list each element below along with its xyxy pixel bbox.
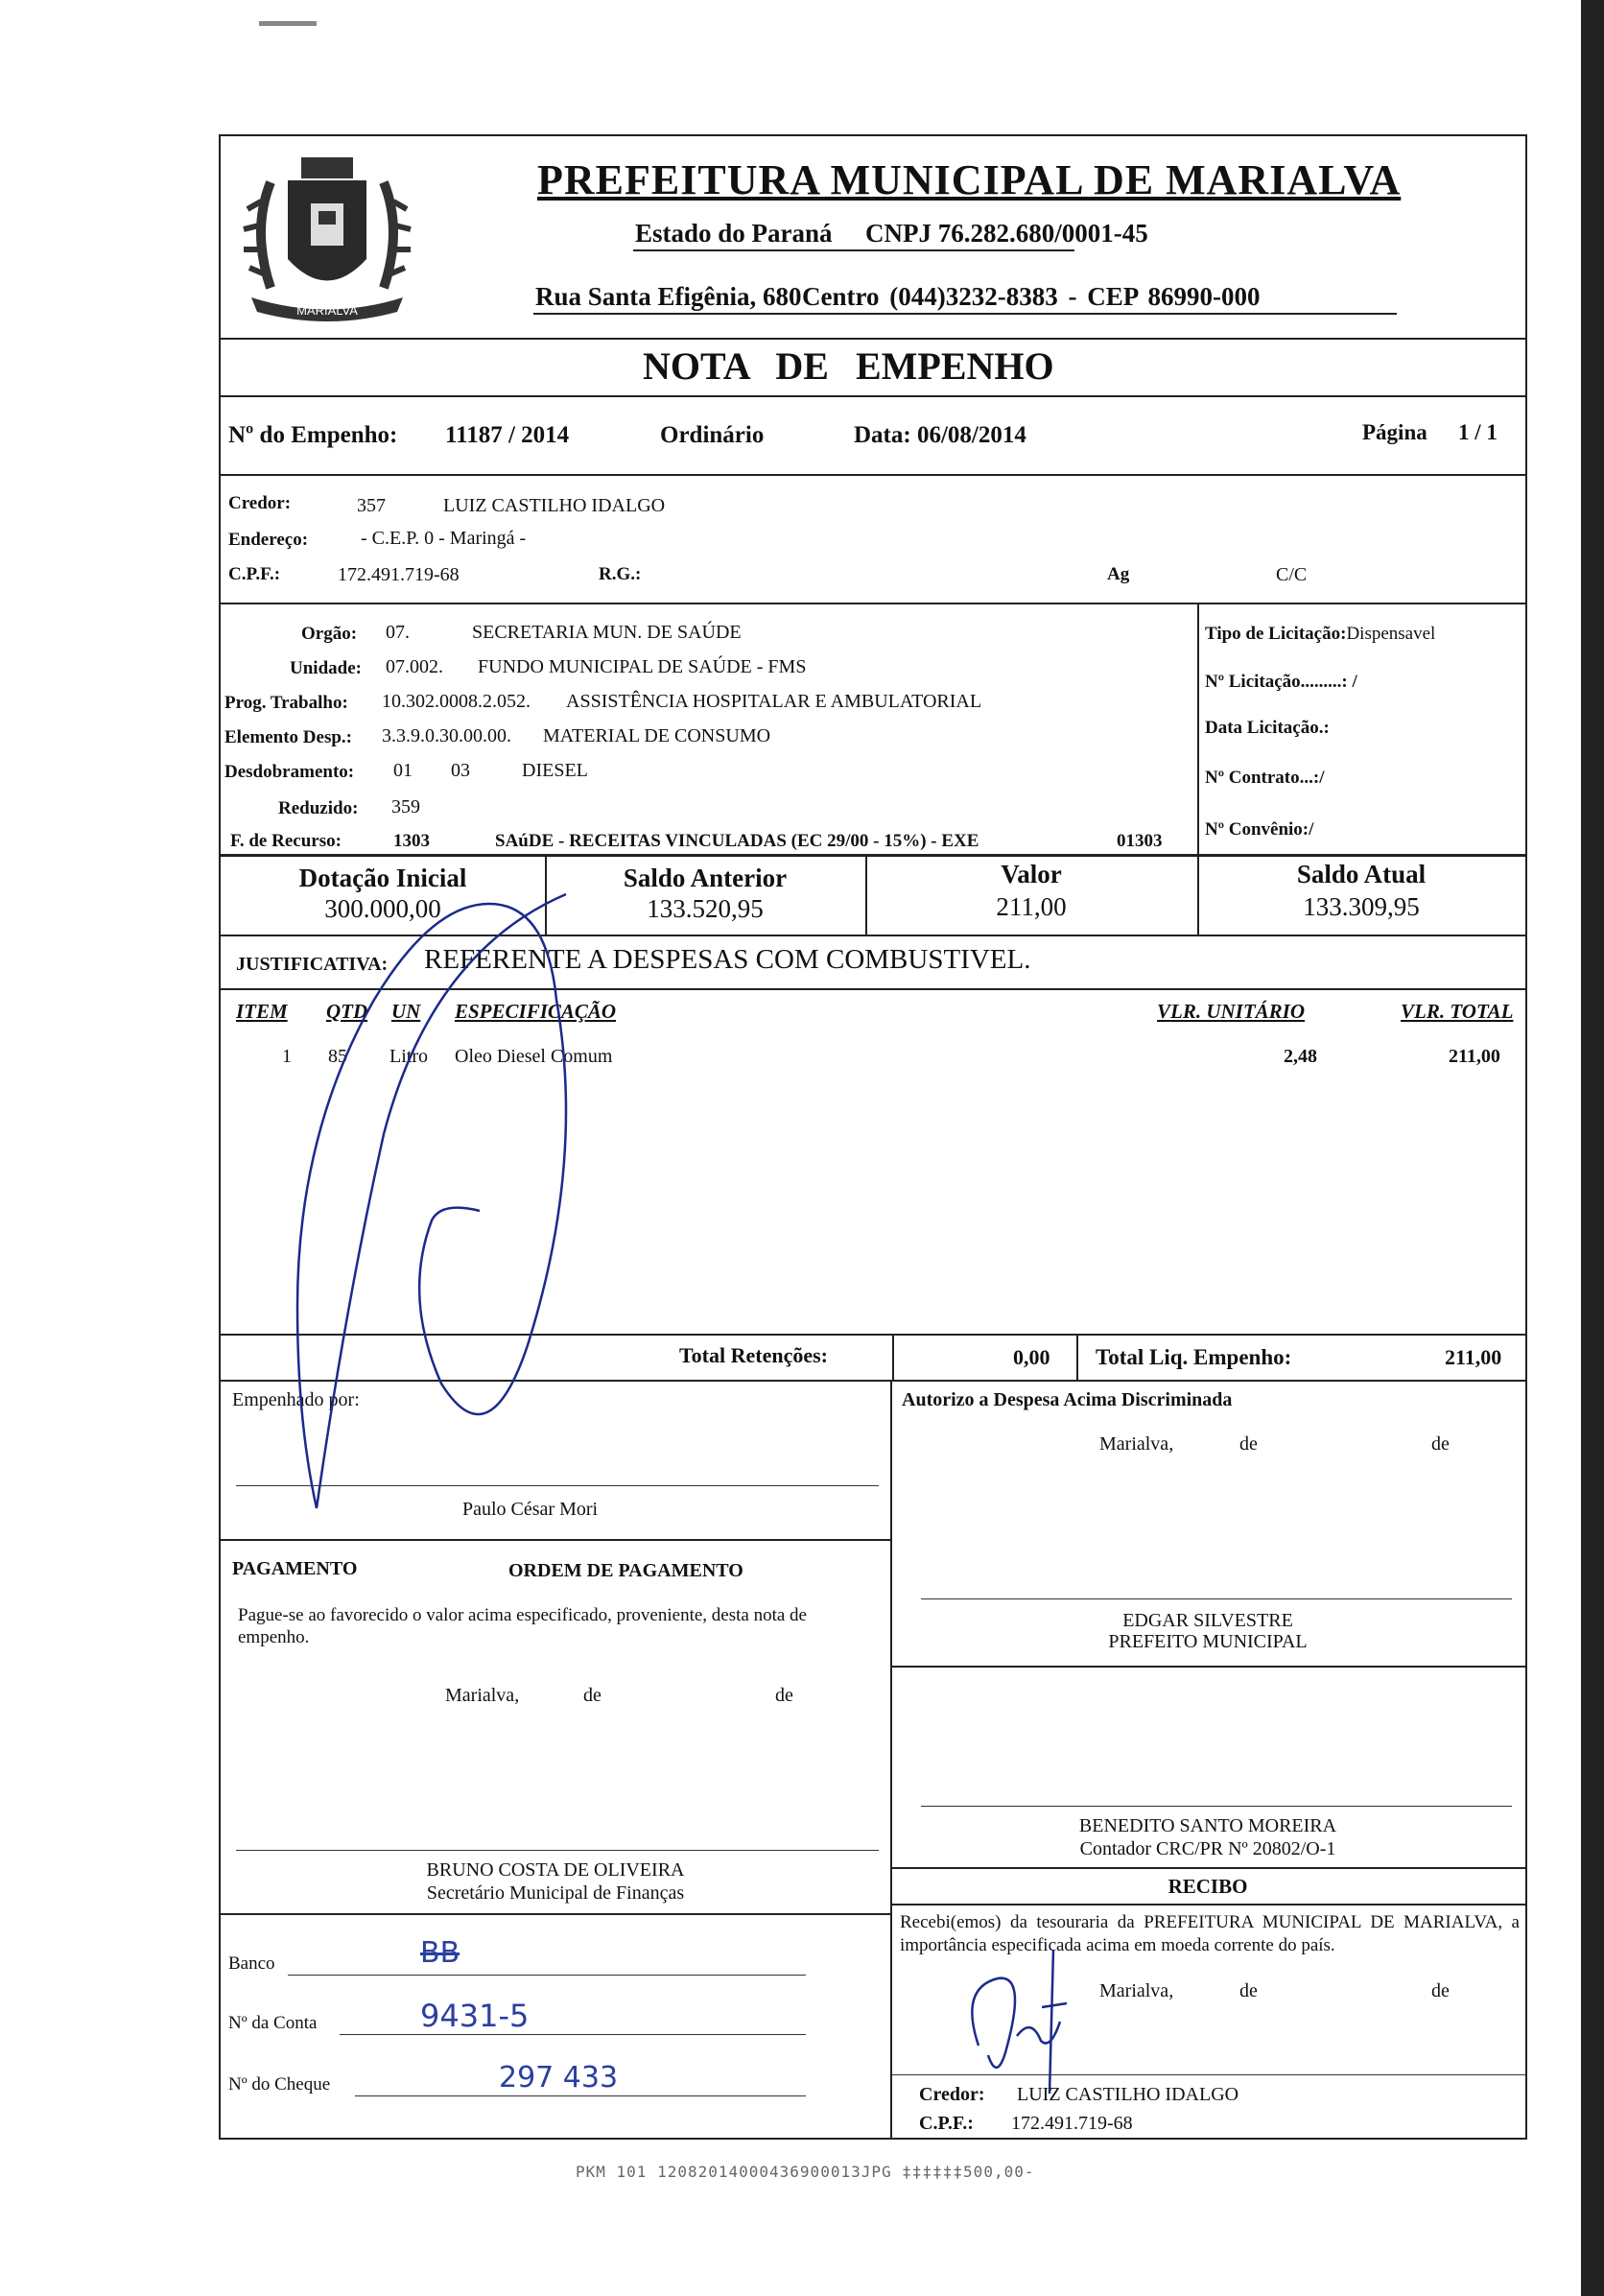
licitacao-type-value: Dispensavel (1346, 624, 1436, 644)
retencoes-value: 0,00 (1013, 1345, 1050, 1369)
row-total-value: 211,00 (1449, 1046, 1500, 1067)
divider (221, 338, 1525, 340)
banco-field-line (288, 1975, 806, 1976)
row-spec: Oleo Diesel Comum (455, 1046, 613, 1067)
recibo-text: Recebi(emos) da tesouraria da PREFEITURA MUNICIPAL DE MARIALVA, a importância especificada acima em moeda corrente do país. (900, 1912, 1520, 1955)
divider (221, 854, 1525, 857)
cheque-label: Nº do Cheque (228, 2074, 331, 2095)
mayor-name: EDGAR SILVESTRE (1122, 1610, 1293, 1631)
row-qtd: 85 (328, 1046, 347, 1067)
orgao-label: Orgão: (301, 624, 358, 644)
cnpj-label: CNPJ 76.282.680/0001-45 (865, 219, 1148, 248)
pagamento-de2: de (775, 1685, 793, 1706)
col-header-spec: ESPECIFICAÇÃO (455, 1000, 617, 1023)
ordem-pagamento-label: ORDEM DE PAGAMENTO (508, 1560, 743, 1581)
divider (890, 1666, 1525, 1668)
signature-line (236, 1850, 879, 1851)
reduzido-value: 359 (391, 796, 420, 817)
divider (1076, 1334, 1078, 1380)
dotacao-label: Dotação Inicial (298, 864, 467, 892)
row-item: 1 (282, 1046, 292, 1067)
row-unit-value: 2,48 (1284, 1046, 1317, 1067)
recibo-de2: de (1431, 1980, 1450, 2001)
page-title: PREFEITURA MUNICIPAL DE MARIALVA (537, 156, 1402, 203)
page-label: Página (1362, 420, 1427, 444)
document-title: NOTA DE EMPENHO (643, 344, 1054, 388)
cpf-label: C.P.F.: (228, 564, 281, 584)
orgao-code: 07. (386, 622, 410, 643)
elemento-name: MATERIAL DE CONSUMO (543, 725, 771, 746)
divider (892, 1334, 894, 1380)
contact-label: Centro (044)3232-8383 - CEP 86990-000 (802, 282, 1261, 311)
licitacao-type-label: Tipo de Licitação: (1205, 624, 1347, 644)
desdobramento-code2: 03 (451, 760, 470, 781)
recibo-de1: de (1239, 1980, 1258, 2001)
autorizo-de2: de (1431, 1433, 1450, 1455)
justificativa-label: JUSTIFICATIVA: (236, 954, 389, 975)
divider (221, 1913, 890, 1915)
saldo-atual-label: Saldo Atual (1296, 860, 1427, 888)
divider (890, 1380, 892, 2140)
empenho-number-label: Nº do Empenho: (228, 422, 398, 448)
convenio-number: Nº Convênio:/ (1205, 819, 1314, 840)
dotacao-value: 300.000,00 (324, 894, 441, 923)
banco-label: Banco (228, 1953, 275, 1974)
valor-label: Valor (1001, 860, 1062, 888)
divider (890, 1904, 1525, 1905)
autorizo-de1: de (1239, 1433, 1258, 1455)
finance-secretary-title: Secretário Municipal de Finanças (426, 1882, 685, 1904)
unidade-label: Unidade: (290, 658, 362, 678)
divider (221, 603, 1525, 604)
mayor-title: PREFEITO MUNICIPAL (1108, 1631, 1308, 1652)
empenhado-label: Empenhado por: (232, 1389, 360, 1410)
col-header-total-value: VLR. TOTAL (1401, 1000, 1514, 1023)
recibo-credor-name: LUIZ CASTILHO IDALGO (1017, 2084, 1239, 2105)
finance-secretary-name: BRUNO COSTA DE OLIVEIRA (426, 1859, 685, 1881)
page-number: 1 / 1 (1458, 420, 1498, 444)
nota-empenho-document (219, 134, 1527, 2140)
divider (221, 474, 1525, 476)
retencoes-label: Total Retenções: (679, 1343, 828, 1367)
col-header-qtd: QTD (326, 1000, 368, 1023)
saldo-anterior-value: 133.520,95 (647, 894, 764, 923)
empenho-number: 11187 / 2014 (445, 422, 570, 448)
banco-value[interactable]: BB (420, 1936, 460, 1970)
cheque-value[interactable]: 297 433 (499, 2061, 619, 2095)
divider (1197, 603, 1199, 862)
unidade-name: FUNDO MUNICIPAL DE SAÚDE - FMS (478, 656, 807, 677)
divider (221, 988, 1525, 990)
col-header-item: ITEM (236, 1000, 288, 1023)
credor-label: Credor: (228, 493, 292, 513)
recurso-code: 1303 (393, 831, 430, 851)
col-header-un: UN (391, 1000, 421, 1023)
conta-field-line (340, 2034, 806, 2035)
pagamento-label: PAGAMENTO (232, 1558, 358, 1579)
state-underline (633, 249, 1074, 251)
recibo-cpf-value: 172.491.719-68 (1011, 2113, 1133, 2134)
street-label: Rua Santa Efigênia, 680 (535, 282, 802, 311)
contador-name: BENEDITO SANTO MOREIRA (1078, 1815, 1337, 1836)
desdobramento-code1: 01 (393, 760, 413, 781)
agency-label: Ag (1107, 564, 1130, 584)
address-label: Endereço: (228, 530, 309, 550)
account-label: C/C (1276, 564, 1308, 585)
elemento-label: Elemento Desp.: (224, 727, 352, 747)
conta-value[interactable]: 9431-5 (420, 1998, 530, 2034)
contador-title: Contador CRC/PR Nº 20802/O-1 (1079, 1838, 1336, 1859)
pagamento-place: Marialva, (445, 1685, 520, 1706)
signature-line (921, 1598, 1512, 1599)
empenhado-name: Paulo César Mori (462, 1499, 599, 1520)
divider (221, 935, 1525, 936)
saldo-atual-value: 133.309,95 (1303, 892, 1420, 921)
svg-text:MARIALVA: MARIALVA (296, 303, 358, 318)
municipal-crest-icon (232, 144, 422, 326)
liq-empenho-label: Total Liq. Empenho: (1096, 1345, 1292, 1369)
credor-code: 357 (357, 495, 386, 516)
autorizo-place: Marialva, (1099, 1433, 1174, 1455)
autorizo-label: Autorizo a Despesa Acima Discriminada (902, 1389, 1233, 1410)
col-header-unit-value: VLR. UNITÁRIO (1157, 1000, 1306, 1023)
divider (890, 1867, 1525, 1869)
contract-number: Nº Contrato...:/ (1205, 768, 1325, 788)
divider (221, 1380, 1525, 1382)
licitacao-date: Data Licitação.: (1205, 718, 1330, 738)
liq-empenho-value: 211,00 (1445, 1345, 1502, 1369)
divider (221, 395, 1525, 397)
state-label: Estado do Paraná (635, 219, 833, 248)
recibo-credor-label: Credor: (919, 2084, 985, 2105)
pagamento-text: Pague-se ao favorecido o valor acima especificado, proveniente, desta nota de empenho. (238, 1605, 807, 1647)
recibo-place: Marialva, (1099, 1980, 1174, 2001)
table-row (221, 1046, 1525, 1075)
valor-value: 211,00 (996, 892, 1067, 921)
signature-line (892, 2074, 1525, 2075)
cpf-value: 172.491.719-68 (338, 564, 460, 585)
divider (221, 1539, 890, 1541)
pagamento-de1: de (583, 1685, 602, 1706)
recurso-label: F. de Recurso: (230, 831, 342, 851)
signature-line (921, 1806, 1512, 1807)
conta-label: Nº da Conta (228, 2013, 318, 2033)
credor-name: LUIZ CASTILHO IDALGO (443, 495, 666, 516)
machine-stamp: PKM 101 12082014000436900013JPG ‡‡‡‡‡‡500,00- (576, 2163, 1035, 2181)
scan-edge (1581, 0, 1604, 2296)
empenho-type: Ordinário (660, 422, 765, 448)
prog-label: Prog. Trabalho: (224, 693, 348, 713)
row-un: Litro (389, 1046, 428, 1067)
recibo-cpf-label: C.P.F.: (919, 2113, 974, 2134)
reduzido-label: Reduzido: (278, 798, 359, 818)
recurso-name: SAúDE - RECEITAS VINCULADAS (EC 29/00 - 15%) - EXE (495, 831, 979, 851)
licitacao-type (1205, 624, 1435, 645)
unidade-code: 07.002. (386, 656, 443, 677)
recurso-code2: 01303 (1117, 831, 1163, 851)
recibo-title: RECIBO (1168, 1875, 1248, 1898)
scan-mark (259, 21, 317, 26)
desdobramento-name: DIESEL (522, 760, 588, 781)
desdobramento-label: Desdobramento: (224, 762, 355, 782)
licitacao-number: Nº Licitação.........: / (1205, 672, 1357, 692)
divider (221, 1334, 1525, 1336)
empenho-date: Data: 06/08/2014 (854, 422, 1026, 448)
prog-name: ASSISTÊNCIA HOSPITALAR E AMBULATORIAL (566, 691, 982, 712)
prog-code: 10.302.0008.2.052. (382, 691, 531, 712)
rg-label: R.G.: (599, 564, 642, 584)
elemento-code: 3.3.9.0.30.00.00. (382, 725, 511, 746)
orgao-name: SECRETARIA MUN. DE SAÚDE (472, 622, 742, 643)
justificativa-text: REFERENTE A DESPESAS COM COMBUSTIVEL. (424, 944, 1031, 975)
street-underline (533, 313, 1397, 315)
signature-line (236, 1485, 879, 1486)
saldo-anterior-label: Saldo Anterior (623, 864, 788, 892)
cheque-field-line (355, 2095, 806, 2096)
address-value: - C.E.P. 0 - Maringá - (361, 528, 527, 549)
